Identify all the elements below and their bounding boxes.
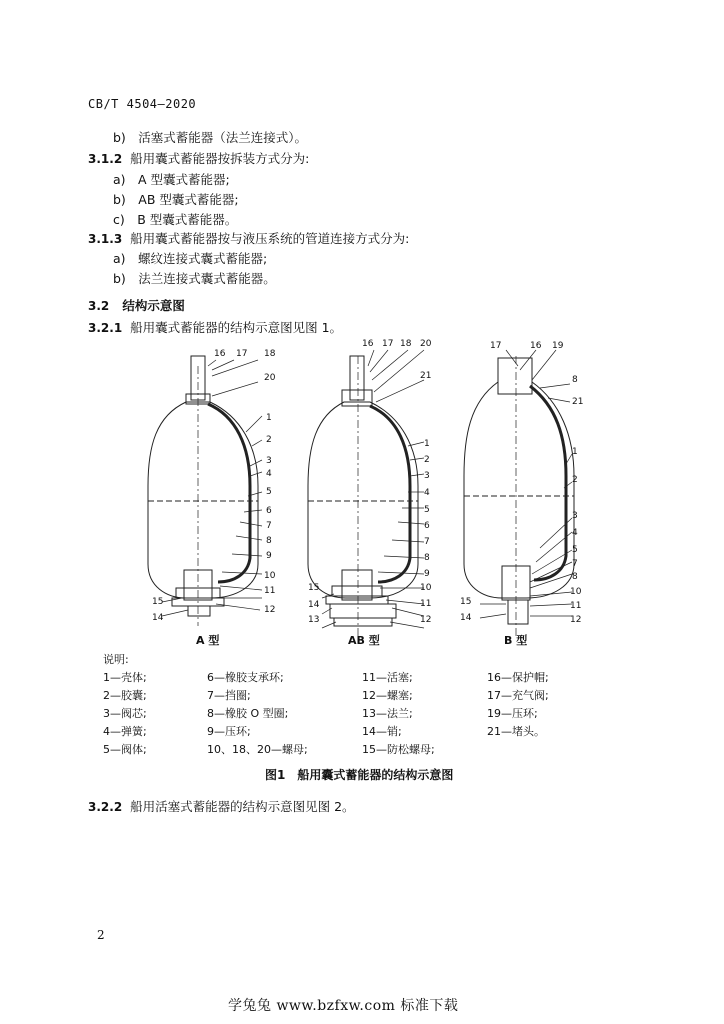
legend-item: 9—压环;	[207, 725, 251, 738]
callout-ab-4: 4	[424, 488, 430, 498]
legend-item: 21—堵头。	[487, 725, 545, 738]
callout-b-2: 2	[572, 475, 578, 485]
callout-a-14: 14	[152, 613, 164, 623]
legend-item: 14—销;	[362, 725, 402, 738]
b-type-drawing	[464, 356, 574, 636]
callout-ab-9: 9	[424, 569, 430, 579]
legend-item: 5—阀体;	[103, 743, 147, 756]
label-ab-type: AB 型	[348, 634, 380, 647]
callout-b-4: 4	[572, 528, 578, 538]
callout-ab-13: 13	[308, 615, 320, 625]
list-item-flange: b) 法兰连接式囊式蓄能器。	[113, 271, 276, 286]
clause-3-2-2: 3.2.2 船用活塞式蓄能器的结构示意图见图 2。	[88, 799, 355, 814]
figure-caption: 图1 船用囊式蓄能器的结构示意图	[265, 768, 454, 782]
legend-item: 4—弹簧;	[103, 725, 147, 738]
legend-item: 11—活塞;	[362, 671, 413, 684]
callout-a-11: 11	[264, 586, 276, 596]
callout-ab-11: 11	[420, 599, 432, 609]
legend-item: 10、18、20—螺母;	[207, 743, 308, 756]
label-b-type: B 型	[504, 634, 528, 647]
callout-ab-10: 10	[420, 583, 432, 593]
callout-a-3: 3	[266, 456, 272, 466]
callout-a-5: 5	[266, 487, 272, 497]
text-line-b-piston: b) 活塞式蓄能器（法兰连接式）。	[113, 130, 308, 145]
callout-a-20: 20	[264, 373, 276, 383]
clause-3-1-2: 3.1.2 船用囊式蓄能器按拆装方式分为:	[88, 151, 310, 166]
callout-a-8: 8	[266, 536, 272, 546]
callout-a-15: 15	[152, 597, 164, 607]
legend-item: 8—橡胶 O 型圈;	[207, 707, 289, 720]
callout-b-21: 21	[572, 397, 584, 407]
callout-ab-15: 15	[308, 583, 320, 593]
callout-ab-12: 12	[420, 615, 432, 625]
callout-b-15: 15	[460, 597, 472, 607]
clause-3-1-3: 3.1.3 船用囊式蓄能器按与液压系统的管道连接方式分为:	[88, 231, 410, 246]
callout-b-16: 16	[530, 341, 542, 351]
callout-a-2: 2	[266, 435, 272, 445]
callout-ab-1: 1	[424, 439, 430, 449]
label-a-type: A 型	[196, 634, 220, 647]
callout-a-18: 18	[264, 349, 276, 359]
callout-b-12: 12	[570, 615, 582, 625]
legend-item: 6—橡胶支承环;	[207, 671, 284, 684]
callout-a-6: 6	[266, 506, 272, 516]
list-item-ab-type: b) AB 型囊式蓄能器;	[113, 192, 239, 207]
callout-a-1: 1	[266, 413, 272, 423]
section-3-2-heading: 3.2 结构示意图	[88, 298, 185, 313]
callout-a-7: 7	[266, 521, 272, 531]
callout-ab-6: 6	[424, 521, 430, 531]
callout-ab-21: 21	[420, 371, 432, 381]
callout-ab-18: 18	[400, 339, 412, 349]
callout-ab-2: 2	[424, 455, 430, 465]
callout-ab-16: 16	[362, 339, 374, 349]
figure-1-accumulator-diagram	[136, 336, 606, 652]
callout-b-8: 8	[572, 572, 578, 582]
legend-item: 16—保护帽;	[487, 671, 549, 684]
callout-ab-8: 8	[424, 553, 430, 563]
legend-item: 7—挡圈;	[207, 689, 251, 702]
legend-item: 19—压环;	[487, 707, 538, 720]
callout-ab-20: 20	[420, 339, 432, 349]
callout-ab-7: 7	[424, 537, 430, 547]
ab-type-drawing	[308, 356, 418, 636]
legend-item: 2—胶囊;	[103, 689, 147, 702]
callout-b-5: 5	[572, 545, 578, 555]
callout-a-12: 12	[264, 605, 276, 615]
callout-b-7: 7	[572, 559, 578, 569]
list-item-b-type: c) B 型囊式蓄能器。	[113, 212, 238, 227]
callout-b-17: 17	[490, 341, 502, 351]
standard-code: CB/T 4504—2020	[88, 97, 197, 111]
legend-item: 13—法兰;	[362, 707, 413, 720]
clause-3-2-1: 3.2.1 船用囊式蓄能器的结构示意图见图 1。	[88, 320, 343, 335]
callout-a-9: 9	[266, 551, 272, 561]
callout-b-8-top: 8	[572, 375, 578, 385]
callout-b-3: 3	[572, 511, 578, 521]
callout-b-14: 14	[460, 613, 472, 623]
callout-ab-5: 5	[424, 505, 430, 515]
callout-ab-3: 3	[424, 471, 430, 481]
legend-item: 12—螺塞;	[362, 689, 413, 702]
list-item-a-type: a) A 型囊式蓄能器;	[113, 172, 230, 187]
legend-item: 3—阀芯;	[103, 707, 147, 720]
callout-b-10: 10	[570, 587, 582, 597]
callout-a-10: 10	[264, 571, 276, 581]
legend-title: 说明:	[103, 653, 129, 666]
callout-ab-14: 14	[308, 600, 320, 610]
callout-b-11: 11	[570, 601, 582, 611]
legend-item: 17—充气阀;	[487, 689, 549, 702]
legend-item: 1—壳体;	[103, 671, 147, 684]
page-number: 2	[97, 928, 105, 942]
callout-b-1: 1	[572, 447, 578, 457]
a-type-drawing	[148, 356, 258, 626]
legend-item: 15—防松螺母;	[362, 743, 435, 756]
callout-a-17: 17	[236, 349, 248, 359]
callout-ab-17: 17	[382, 339, 394, 349]
list-item-thread: a) 螺纹连接式囊式蓄能器;	[113, 251, 268, 266]
callout-b-19: 19	[552, 341, 564, 351]
callout-a-4: 4	[266, 469, 272, 479]
footer-watermark-text: 学兔兔 www.bzfxw.com 标准下载	[228, 998, 459, 1014]
figure-svg	[136, 336, 606, 652]
callout-a-16: 16	[214, 349, 226, 359]
